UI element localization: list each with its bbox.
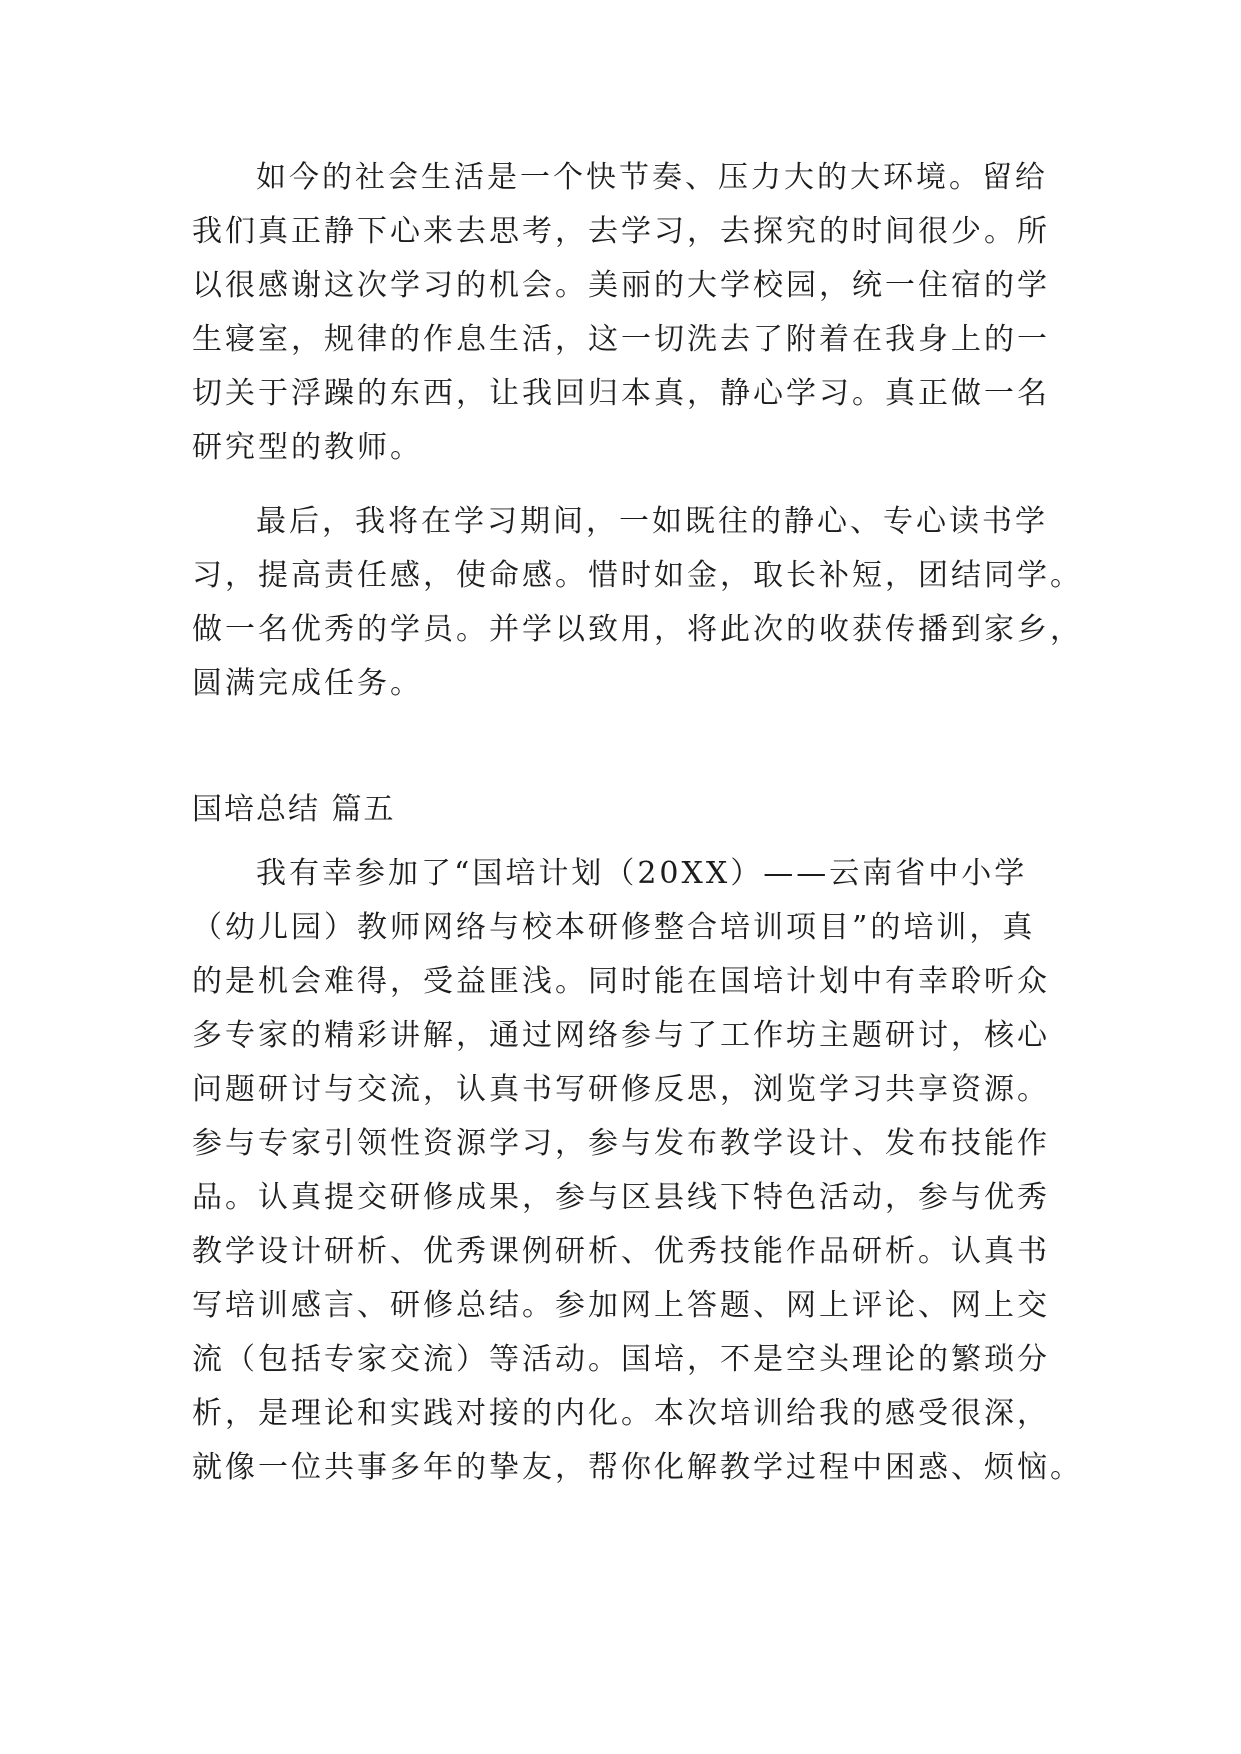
paragraph-3-line-8: 教学设计研析、优秀课例研析、优秀技能作品研析。认真书: [192, 1234, 1050, 1269]
paragraph-3-line-12: 就像一位共事多年的挚友，帮你化解教学过程中困惑、烦恼。: [192, 1450, 1083, 1485]
paragraph-3-line-9: 写培训感言、研修总结。参加网上答题、网上评论、网上交: [192, 1288, 1050, 1323]
paragraph-1-line-3: 以很感谢这次学习的机会。美丽的大学校园，统一住宿的学: [192, 268, 1050, 303]
paragraph-3-line-7: 品。认真提交研修成果，参与区县线下特色活动，参与优秀: [192, 1180, 1050, 1215]
paragraph-1-line-5: 切关于浮躁的东西，让我回归本真，静心学习。真正做一名: [192, 376, 1050, 411]
section-heading: 国培总结 篇五: [192, 792, 396, 827]
paragraph-3-line-6: 参与专家引领性资源学习，参与发布教学设计、发布技能作: [192, 1126, 1050, 1161]
paragraph-3-line-10: 流（包括专家交流）等活动。国培，不是空头理论的繁琐分: [192, 1342, 1050, 1377]
paragraph-3-line-5: 问题研讨与交流，认真书写研修反思，浏览学习共享资源。: [192, 1072, 1050, 1107]
paragraph-2-line-2: 习，提高责任感，使命感。惜时如金，取长补短，团结同学。: [192, 558, 1083, 593]
paragraph-2-line-3: 做一名优秀的学员。并学以致用，将此次的收获传播到家乡，: [192, 612, 1083, 647]
paragraph-3-line-4: 多专家的精彩讲解，通过网络参与了工作坊主题研讨，核心: [192, 1018, 1050, 1053]
paragraph-3-line-2: （幼儿园）教师网络与校本研修整合培训项目”的培训，真: [192, 910, 1036, 945]
paragraph-1-line-1: 如今的社会生活是一个快节奏、压力大的大环境。留给: [256, 160, 1048, 195]
paragraph-2-line-4: 圆满完成任务。: [192, 666, 423, 701]
paragraph-1-line-6: 研究型的教师。: [192, 430, 423, 465]
paragraph-1-line-2: 我们真正静下心来去思考，去学习，去探究的时间很少。所: [192, 214, 1050, 249]
paragraph-3-line-11: 析，是理论和实践对接的内化。本次培训给我的感受很深，: [192, 1396, 1050, 1431]
paragraph-3-line-3: 的是机会难得，受益匪浅。同时能在国培计划中有幸聆听众: [192, 964, 1050, 999]
paragraph-1-line-4: 生寝室，规律的作息生活，这一切洗去了附着在我身上的一: [192, 322, 1050, 357]
paragraph-3-line-1: 我有幸参加了“国培计划（20XX）——云南省中小学: [256, 856, 1028, 891]
paragraph-2-line-1: 最后，我将在学习期间，一如既往的静心、专心读书学: [256, 504, 1048, 539]
